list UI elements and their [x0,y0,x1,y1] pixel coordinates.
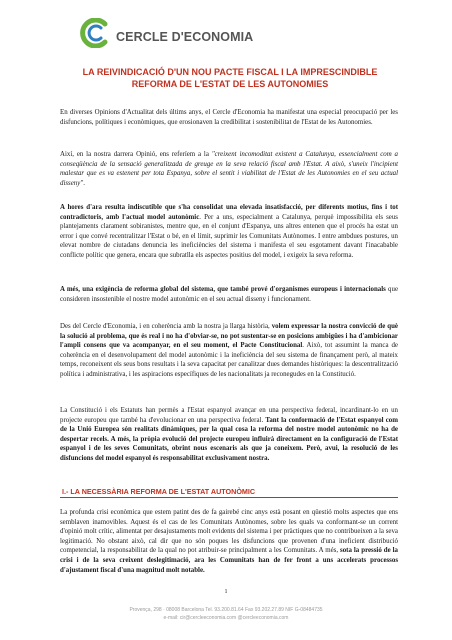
paragraph-4-bold: A més, una exigència de reforma global del sistema, que també prové d'organismes europeus i internacionals [60,286,386,293]
paragraph-7-text: La profunda crisi econòmica que estem patint des de fa gairebé cinc anys està posant en qüestió molts aspectes que ens semblaven inamovibles. Aquest és el cas de les Comunitats Autònomes, sobre les quals va conformant-se un corrent d'opinió molt crític, alimentat per desajustaments molt evidents del sistema i per pràctiques que no contribueixen a la seva legitimació. No obstant això, cal dir que no són poques les disfuncions que provenen d'una ineficient distribució competencial, la responsabilitat de la qual no pot atribuir-se principalment a les Comunitats. A més, [60,509,398,555]
footer-address: Provença, 298 · 08008 Barcelona Tel. 93.200.81.64 Fax 93.202.27.89 NIF G-08484735 [129,607,323,613]
paragraph-3-bold: A hores d'ara resulta indiscutible que s'ha consolidat una elevada insatisfacció, per diferents motius, fins i tot contradictoris, amb l'actual model autonòmic [60,204,398,221]
page-title-line-2: REFORMA DE L'ESTAT DE LES AUTONOMIES [131,79,329,89]
logo [75,18,254,48]
section-heading: I.- LA NECESSÀRIA REFORMA DE L'ESTAT AUTONÒMIC [62,487,256,496]
paragraph-5-bold: volem expressar la nostra convicció de què la solució al problema, que és real i no ha d'obviar-se, no pot sustentar-se en posicions ambigües i ha d'ambicionar l'ampli consens que va acompanyar, en el seu moment, el Pacte Constitucional [60,323,398,350]
logo-mark-icon [75,18,113,48]
paragraph-2-quote: "creixent incomoditat existent a Catalunya, essencialment com a conseqüència de la sensació generalitzada de greuge en la seva relació fiscal amb l'Estat. A això, s'uneix l'incipient malestar que es va estenent per tota Espanya, sobre el sentit i viabilitat de l'Estat de les Autonomies en el seu actual disseny" [60,151,398,187]
paragraph-6 [60,406,398,464]
footer-email: e-mail: cir@cercleeconomia.com @cercleeconomia.com [163,615,289,621]
paragraph-1: En diverses Opinions d'Actualitat dels últims anys, el Cercle d'Economia ha manifestat una especial preocupació per les disfuncions, polítiques i econòmiques, que erosionaven la credibilitat i sostenibilitat de l'Estat de les Autonomies. [60,109,398,126]
paragraph-5 [60,322,398,380]
section-divider [60,497,398,498]
paragraph-7 [60,508,398,575]
paragraph-5-text-a: Des del Cercle d'Economia, i en coherència amb la nostra ja llarga història, [60,323,272,330]
paragraph-4 [60,285,398,304]
paragraph-6-text: La Constitució i els Estatuts han permès a l'Estat espanyol avançar en una perspectiva federal, incardinant-lo en un projecte europeu que també ha d'evolucionar en una perspectiva federal. [60,407,398,424]
paragraph-7-bold: sota la pressió de la crisi i de la seva creixent deslegitimació, ara les Comunitats han de fer front a uns accelerats processos d'ajustament fiscal d'una magnitud molt notable. [60,547,398,574]
paragraph-4-text: que consideren insostenible el nostre model autonòmic en el seu actual disseny i funcionament. [60,286,399,303]
page-number: 1 [224,589,228,595]
paragraph-6-bold: Tant la conformació de l'Estat espanyol com de la Unió Europea són realitats dinàmiques, per la qual cosa la reforma del nostre model autonòmic no ha de despertar recels. A més, la pròpia evolució del projecte europeu influirà directament en la configuració de l'Estat espanyol i de les seves Comunitats, obrint nous escenaris als que ja coneixem. Però, avui, la resolució de les disfuncions del model espanyol és responsabilitat exclusivament nostra. [60,416,398,462]
paragraph-5-text-c: . Això, tot assumint la manca de coherència en el desenvolupament del model autonòmic i la ineficiència del seu sistema de finançament però, al mateix temps, reconeixent els seus bons resultats i la seva capacitat per canalitzar dues demandes històriques: la descentralització política i administrativa, i les aspiracions específiques de les nacionalitats ja reconegudes en la Constitució. [60,342,398,378]
paragraph-2 [60,150,398,188]
page-title-line-1: LA REIVINDICACIÓ D'UN NOU PACTE FISCAL I LA IMPRESCINDIBLE [82,67,378,77]
paragraph-2-text-a: Així, en la nostra darrera Opinió, ens referíem a la [60,151,212,158]
paragraph-3-text: . Per a uns, especialment a Catalunya, perquè impossibilita els seus plantejaments clarament sobiranistes, mentre que, en el conjunt d'Espanya, uns altres entenen que el procés ha estat un error i que convé recentralitzar l'Estat o bé, en el límit, suprimir les Comunitats Autònomes. I entre ambdues postures, un elevat nombre de ciutadans denuncia les ineficiències del sistema i manifesta el seu esgotament davant l'inacabable conflicte polític que genera, encara que subratlla els aspectes positius del model, i exigeix la seva reforma. [60,213,398,259]
paragraph-2-text-c: . [83,179,85,187]
paragraph-3 [60,203,398,261]
logo-text: CERCLE D'ECONOMIA [116,30,254,44]
